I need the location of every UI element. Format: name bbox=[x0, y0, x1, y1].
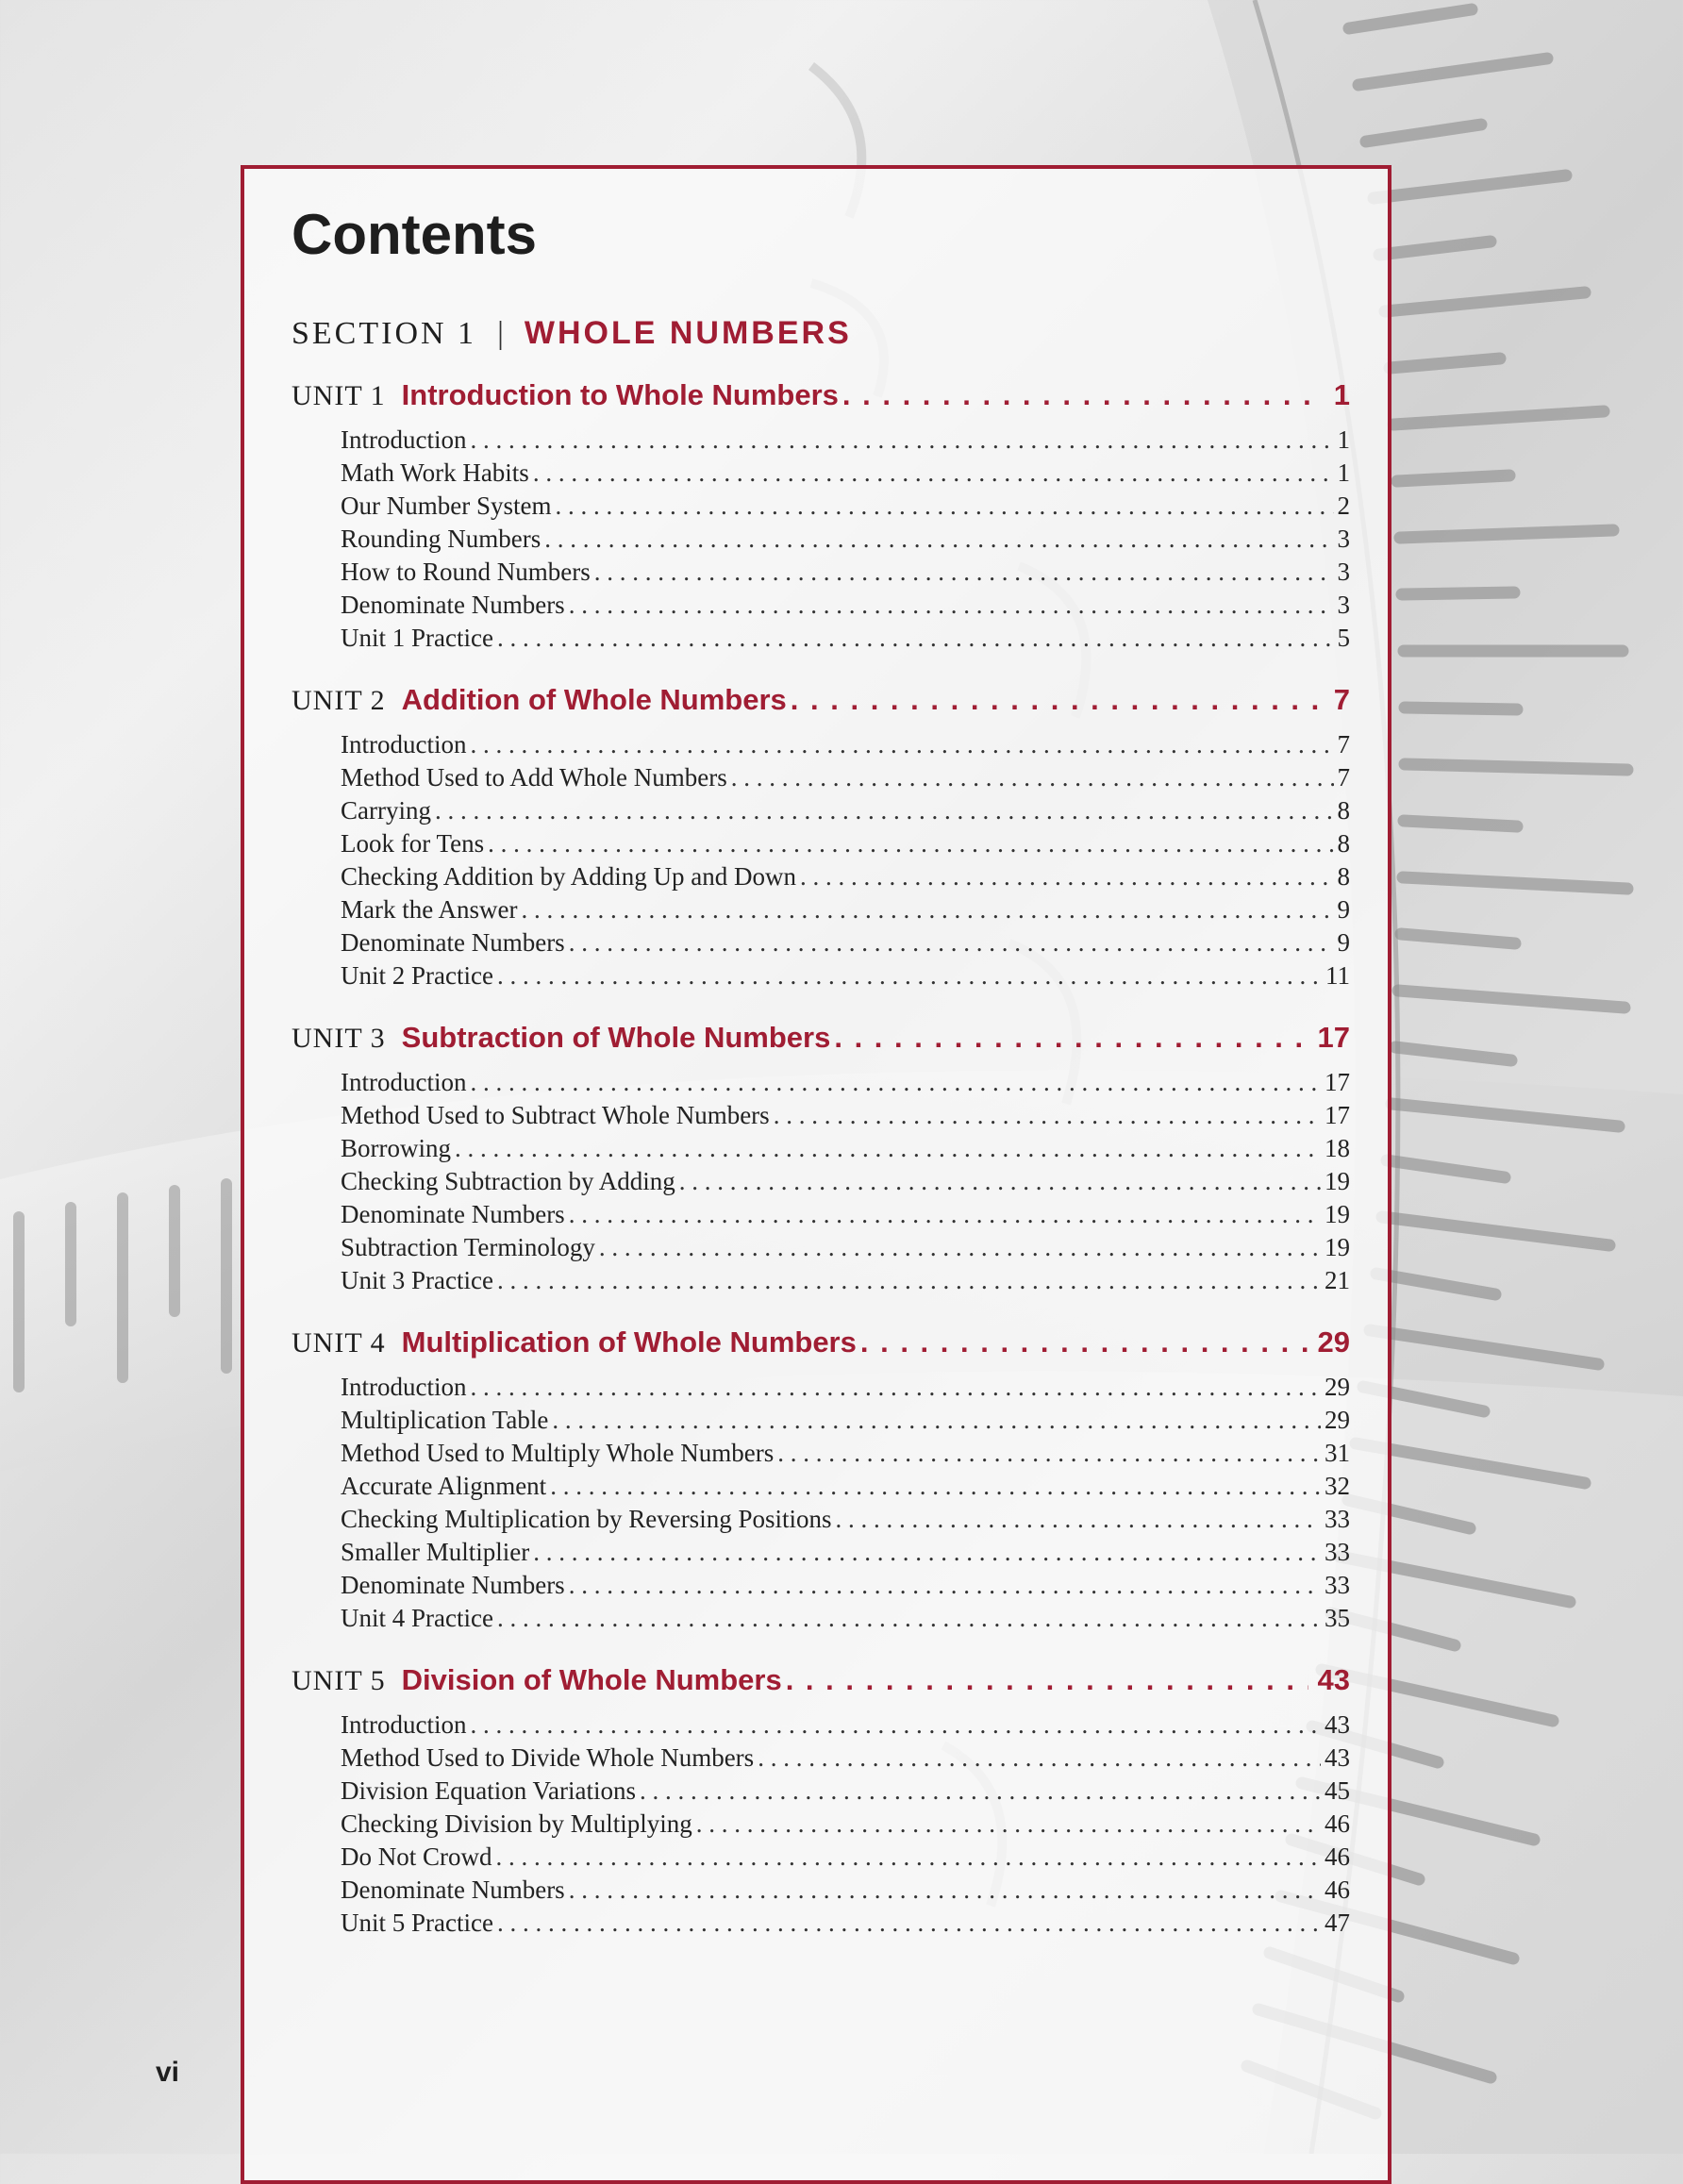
toc-entry-label: Denominate Numbers bbox=[341, 1571, 565, 1599]
unit-block bbox=[292, 1325, 1350, 1637]
toc-entry-label: Method Used to Multiply Whole Numbers bbox=[341, 1439, 775, 1467]
toc-entry-page: 7 bbox=[1337, 763, 1350, 792]
toc-entry-label: Unit 5 Practice bbox=[341, 1909, 493, 1937]
dot-leader bbox=[834, 1021, 1308, 1055]
dot-leader bbox=[455, 1134, 1321, 1163]
units-list bbox=[292, 378, 1350, 1968]
toc-entry-label: Mark the Answer bbox=[341, 895, 518, 924]
toc-entry[interactable] bbox=[341, 1604, 1350, 1637]
toc-entry-label: Our Number System bbox=[341, 492, 552, 520]
dot-leader bbox=[758, 1743, 1321, 1773]
toc-entry-page: 1 bbox=[1337, 458, 1350, 487]
unit-label: UNIT bbox=[292, 1327, 363, 1359]
dot-leader bbox=[569, 591, 1334, 620]
toc-entry-label: Checking Addition by Adding Up and Down bbox=[341, 862, 796, 891]
toc-entry-page: 47 bbox=[1325, 1909, 1350, 1937]
toc-entry-label: Unit 2 Practice bbox=[341, 961, 493, 990]
toc-entry-page: 8 bbox=[1337, 796, 1350, 825]
toc-entry[interactable] bbox=[341, 525, 1350, 558]
toc-entry-page: 9 bbox=[1337, 928, 1350, 957]
unit-title: Division of Whole Numbers bbox=[401, 1663, 782, 1696]
unit-number: 1 bbox=[370, 380, 385, 411]
unit-title: Introduction to Whole Numbers bbox=[401, 378, 839, 411]
unit-entries bbox=[292, 1710, 1350, 1942]
unit-title: Subtraction of Whole Numbers bbox=[401, 1021, 831, 1054]
dot-leader bbox=[791, 683, 1325, 717]
toc-entry-page: 1 bbox=[1337, 425, 1350, 454]
toc-entry-page: 3 bbox=[1337, 558, 1350, 586]
dot-leader bbox=[594, 558, 1334, 587]
unit-label: UNIT bbox=[292, 1665, 363, 1696]
toc-entry[interactable] bbox=[341, 1472, 1350, 1505]
toc-entry-page: 7 bbox=[1337, 730, 1350, 759]
dot-leader bbox=[533, 1538, 1321, 1567]
page-title: Contents bbox=[292, 203, 537, 266]
toc-entry-label: Introduction bbox=[341, 730, 467, 759]
toc-entry-label: Denominate Numbers bbox=[341, 1876, 565, 1904]
toc-entry-label: Unit 3 Practice bbox=[341, 1266, 493, 1294]
unit-number: 5 bbox=[370, 1665, 385, 1696]
toc-entry[interactable] bbox=[341, 1068, 1350, 1101]
section-label: SECTION 1 bbox=[292, 316, 477, 351]
toc-entry[interactable] bbox=[341, 1406, 1350, 1439]
toc-entry-label: Method Used to Add Whole Numbers bbox=[341, 763, 727, 792]
dot-leader bbox=[552, 1406, 1321, 1435]
toc-entry[interactable] bbox=[341, 1909, 1350, 1942]
toc-entry[interactable] bbox=[341, 1876, 1350, 1909]
toc-entry-page: 19 bbox=[1325, 1233, 1350, 1261]
toc-entry[interactable] bbox=[341, 1167, 1350, 1200]
toc-entry-label: Unit 1 Practice bbox=[341, 624, 493, 652]
unit-page-number: 17 bbox=[1317, 1021, 1350, 1054]
toc-entry-label: Introduction bbox=[341, 425, 467, 454]
toc-entry[interactable] bbox=[341, 624, 1350, 657]
toc-entry-label: Denominate Numbers bbox=[341, 928, 565, 957]
toc-entry-page: 45 bbox=[1325, 1776, 1350, 1805]
toc-entry[interactable] bbox=[341, 1842, 1350, 1876]
toc-entry-page: 33 bbox=[1325, 1571, 1350, 1599]
dot-leader bbox=[470, 425, 1333, 455]
toc-entry[interactable] bbox=[341, 1809, 1350, 1842]
toc-entry-page: 18 bbox=[1325, 1134, 1350, 1162]
unit-entries bbox=[292, 1068, 1350, 1299]
unit-block bbox=[292, 683, 1350, 994]
toc-entry[interactable] bbox=[341, 425, 1350, 458]
toc-entry-label: Introduction bbox=[341, 1373, 467, 1401]
dot-leader bbox=[497, 1604, 1321, 1633]
toc-entry-page: 3 bbox=[1337, 525, 1350, 553]
toc-entry-label: Accurate Alignment bbox=[341, 1472, 547, 1500]
dot-leader bbox=[860, 1325, 1308, 1359]
toc-entry[interactable] bbox=[341, 796, 1350, 829]
toc-entry-label: Introduction bbox=[341, 1710, 467, 1739]
toc-entry-label: Look for Tens bbox=[341, 829, 485, 858]
dot-leader bbox=[470, 1068, 1321, 1097]
dot-leader bbox=[533, 458, 1334, 488]
dot-leader bbox=[777, 1439, 1321, 1468]
toc-entry-label: Subtraction Terminology bbox=[341, 1233, 595, 1261]
section-separator: | bbox=[497, 316, 504, 351]
dot-leader bbox=[569, 928, 1334, 958]
unit-page-number: 7 bbox=[1333, 683, 1350, 716]
toc-entry-page: 33 bbox=[1325, 1538, 1350, 1566]
dot-leader bbox=[496, 1842, 1322, 1872]
dot-leader bbox=[569, 1876, 1321, 1905]
toc-entry-label: Do Not Crowd bbox=[341, 1842, 492, 1871]
toc-entry-page: 35 bbox=[1325, 1604, 1350, 1632]
toc-entry-page: 19 bbox=[1325, 1200, 1350, 1228]
toc-entry[interactable] bbox=[341, 1266, 1350, 1299]
toc-entry-label: How to Round Numbers bbox=[341, 558, 591, 586]
toc-entry-label: Math Work Habits bbox=[341, 458, 529, 487]
toc-entry[interactable] bbox=[341, 1571, 1350, 1604]
dot-leader bbox=[470, 1373, 1321, 1402]
dot-leader bbox=[470, 1710, 1321, 1740]
toc-entry-page: 21 bbox=[1325, 1266, 1350, 1294]
unit-heading[interactable] bbox=[292, 1021, 1350, 1068]
dot-leader bbox=[497, 1266, 1321, 1295]
toc-entry-label: Denominate Numbers bbox=[341, 591, 565, 619]
contents-panel bbox=[241, 165, 1391, 2184]
dot-leader bbox=[599, 1233, 1321, 1262]
toc-entry[interactable] bbox=[341, 763, 1350, 796]
unit-heading[interactable] bbox=[292, 1325, 1350, 1373]
dot-leader bbox=[679, 1167, 1321, 1196]
toc-entry-page: 11 bbox=[1325, 961, 1350, 990]
toc-entry-page: 46 bbox=[1325, 1876, 1350, 1904]
dot-leader bbox=[550, 1472, 1321, 1501]
toc-entry[interactable] bbox=[341, 1505, 1350, 1538]
toc-entry[interactable] bbox=[341, 1743, 1350, 1776]
dot-leader bbox=[835, 1505, 1321, 1534]
unit-title: Addition of Whole Numbers bbox=[401, 683, 787, 716]
unit-heading[interactable] bbox=[292, 378, 1350, 425]
toc-entry[interactable] bbox=[341, 1373, 1350, 1406]
dot-leader bbox=[640, 1776, 1321, 1806]
toc-entry-label: Method Used to Divide Whole Numbers bbox=[341, 1743, 755, 1772]
toc-entry-page: 2 bbox=[1337, 492, 1350, 520]
toc-entry-label: Smaller Multiplier bbox=[341, 1538, 530, 1566]
toc-entry[interactable] bbox=[341, 928, 1350, 961]
toc-entry[interactable] bbox=[341, 1776, 1350, 1809]
toc-entry-label: Carrying bbox=[341, 796, 431, 825]
unit-label: UNIT bbox=[292, 1023, 363, 1054]
toc-entry-page: 17 bbox=[1325, 1068, 1350, 1096]
dot-leader bbox=[842, 378, 1325, 412]
toc-entry-page: 3 bbox=[1337, 591, 1350, 619]
section-heading bbox=[292, 315, 852, 353]
dot-leader bbox=[497, 624, 1334, 653]
toc-entry-page: 9 bbox=[1337, 895, 1350, 924]
toc-entry-page: 46 bbox=[1325, 1809, 1350, 1838]
unit-page-number: 1 bbox=[1333, 378, 1350, 411]
toc-entry[interactable] bbox=[341, 1134, 1350, 1167]
toc-entry[interactable] bbox=[341, 862, 1350, 895]
dot-leader bbox=[774, 1101, 1321, 1130]
unit-page-number: 43 bbox=[1317, 1663, 1350, 1696]
toc-entry-page: 43 bbox=[1325, 1743, 1350, 1772]
page-number: vi bbox=[156, 2057, 180, 2088]
unit-label: UNIT bbox=[292, 380, 363, 411]
section-title: WHOLE NUMBERS bbox=[524, 315, 852, 351]
toc-entry-page: 43 bbox=[1325, 1710, 1350, 1739]
toc-entry[interactable] bbox=[341, 1710, 1350, 1743]
toc-entry-page: 19 bbox=[1325, 1167, 1350, 1195]
dot-leader bbox=[544, 525, 1333, 554]
toc-entry[interactable] bbox=[341, 591, 1350, 624]
unit-entries bbox=[292, 425, 1350, 657]
toc-entry-page: 33 bbox=[1325, 1505, 1350, 1533]
dot-leader bbox=[696, 1809, 1321, 1839]
unit-block bbox=[292, 1663, 1350, 1942]
toc-entry-label: Method Used to Subtract Whole Numbers bbox=[341, 1101, 770, 1129]
dot-leader bbox=[569, 1200, 1321, 1229]
dot-leader bbox=[488, 829, 1333, 859]
toc-entry-label: Unit 4 Practice bbox=[341, 1604, 493, 1632]
toc-entry-page: 29 bbox=[1325, 1406, 1350, 1434]
unit-number: 4 bbox=[370, 1327, 385, 1359]
dot-leader bbox=[497, 1909, 1321, 1938]
unit-entries bbox=[292, 1373, 1350, 1637]
unit-label: UNIT bbox=[292, 685, 363, 716]
toc-entry[interactable] bbox=[341, 961, 1350, 994]
toc-entry-label: Division Equation Variations bbox=[341, 1776, 636, 1805]
toc-entry[interactable] bbox=[341, 1233, 1350, 1266]
toc-entry-page: 8 bbox=[1337, 829, 1350, 858]
dot-leader bbox=[470, 730, 1333, 759]
toc-entry[interactable] bbox=[341, 895, 1350, 928]
toc-entry[interactable] bbox=[341, 1200, 1350, 1233]
unit-number: 3 bbox=[370, 1023, 385, 1054]
dot-leader bbox=[497, 961, 1322, 991]
toc-entry[interactable] bbox=[341, 1538, 1350, 1571]
dot-leader bbox=[731, 763, 1334, 792]
toc-entry-label: Borrowing bbox=[341, 1134, 451, 1162]
dot-leader bbox=[800, 862, 1334, 892]
toc-entry-label: Introduction bbox=[341, 1068, 467, 1096]
unit-entries bbox=[292, 730, 1350, 994]
toc-entry-page: 29 bbox=[1325, 1373, 1350, 1401]
toc-entry-label: Denominate Numbers bbox=[341, 1200, 565, 1228]
unit-number: 2 bbox=[370, 685, 385, 716]
toc-entry-page: 32 bbox=[1325, 1472, 1350, 1500]
toc-entry[interactable] bbox=[341, 1101, 1350, 1134]
toc-entry-page: 5 bbox=[1337, 624, 1350, 652]
toc-entry-label: Multiplication Table bbox=[341, 1406, 549, 1434]
dot-leader bbox=[555, 492, 1333, 521]
toc-entry-page: 46 bbox=[1325, 1842, 1350, 1871]
toc-entry-page: 31 bbox=[1325, 1439, 1350, 1467]
toc-entry[interactable] bbox=[341, 458, 1350, 492]
toc-entry-label: Checking Multiplication by Reversing Positions bbox=[341, 1505, 832, 1533]
unit-block bbox=[292, 1021, 1350, 1299]
toc-entry-page: 8 bbox=[1337, 862, 1350, 891]
toc-entry[interactable] bbox=[341, 829, 1350, 862]
toc-entry-label: Checking Subtraction by Adding bbox=[341, 1167, 675, 1195]
toc-entry[interactable] bbox=[341, 1439, 1350, 1472]
unit-block bbox=[292, 378, 1350, 657]
dot-leader bbox=[786, 1663, 1308, 1697]
dot-leader bbox=[569, 1571, 1321, 1600]
unit-title: Multiplication of Whole Numbers bbox=[401, 1325, 857, 1359]
dot-leader bbox=[435, 796, 1334, 825]
dot-leader bbox=[521, 895, 1333, 925]
toc-entry[interactable] bbox=[341, 730, 1350, 763]
toc-entry-page: 17 bbox=[1325, 1101, 1350, 1129]
toc-entry-label: Checking Division by Multiplying bbox=[341, 1809, 692, 1838]
toc-entry[interactable] bbox=[341, 492, 1350, 525]
toc-entry[interactable] bbox=[341, 558, 1350, 591]
unit-heading[interactable] bbox=[292, 683, 1350, 730]
unit-page-number: 29 bbox=[1317, 1325, 1350, 1359]
toc-entry-label: Rounding Numbers bbox=[341, 525, 542, 553]
unit-heading[interactable] bbox=[292, 1663, 1350, 1710]
